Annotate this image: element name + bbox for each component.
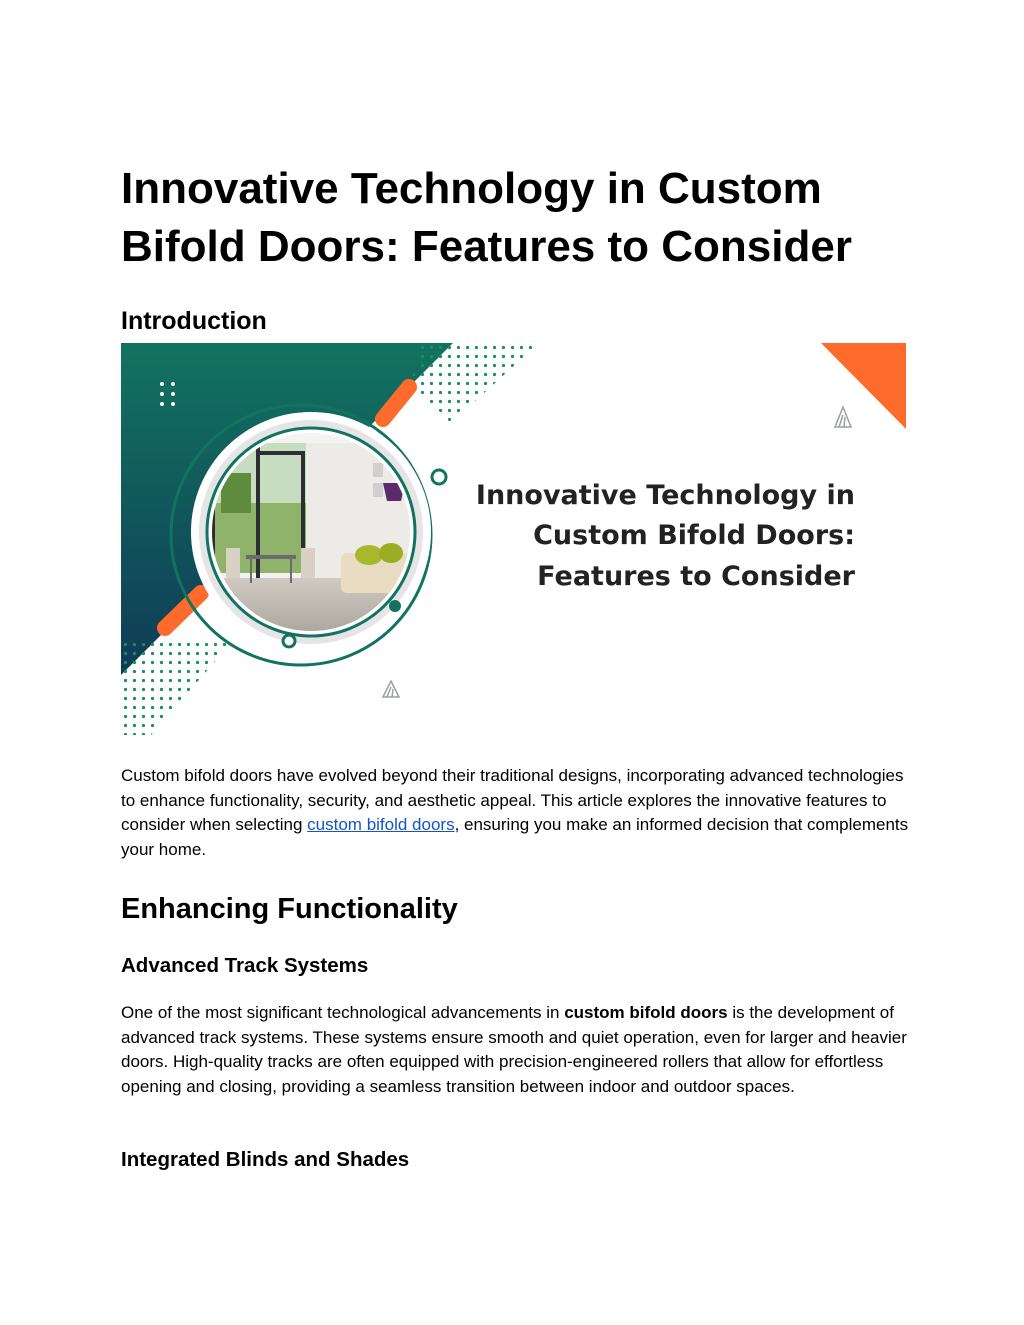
subheading-blinds-shades: Integrated Blinds and Shades [121,1148,410,1171]
track-bold-term: custom bifold doors [564,1003,728,1022]
track-systems-paragraph [121,1001,911,1099]
section-heading-functionality: Enhancing Functionality [121,893,458,925]
intro-text-after: , ensuring you make an informed decision that complements your home. [121,815,909,859]
ring-node-bottom [283,635,295,647]
page-title: Innovative Technology in Custom Bifold Doors: Features to Consider [121,164,852,271]
grey-triangle-icon [835,407,851,427]
track-text-before: One of the most significant technological advancements in [121,1003,565,1022]
orange-corner-triangle [821,343,906,429]
banner-title-line3: Features to Consider [537,561,855,592]
intro-heading: Introduction [121,307,267,335]
dot-pattern-top [411,343,539,423]
intro-paragraph [121,764,911,862]
banner-title-line2: Custom Bifold Doors: [533,520,855,551]
article-banner-image [121,343,906,735]
ring-node-dot [389,600,401,612]
ring-node-right [432,470,446,484]
intro-text-before: Custom bifold doors have evolved beyond their traditional designs, incorporating advanced technologies to enhance functionality, security, and aesthetic appeal. This article explores the innovative features to consider when selecting [121,766,904,834]
track-text-after: is the development of advanced track systems. These systems ensure smooth and quiet operation, even for larger and heavier doors. High-quality tracks are often equipped with precision-engineered rollers that allow for effortless opening and closing, providing a seamless transition between indoor and outdoor spaces. [121,1003,907,1096]
dot-pattern-bottom [121,643,231,735]
banner-title-line1: Innovative Technology in [475,480,855,511]
grey-triangle-icon-bottom [383,681,399,697]
subheading-track-systems: Advanced Track Systems [121,954,369,977]
custom-bifold-doors-link[interactable]: custom bifold doors [307,815,455,834]
